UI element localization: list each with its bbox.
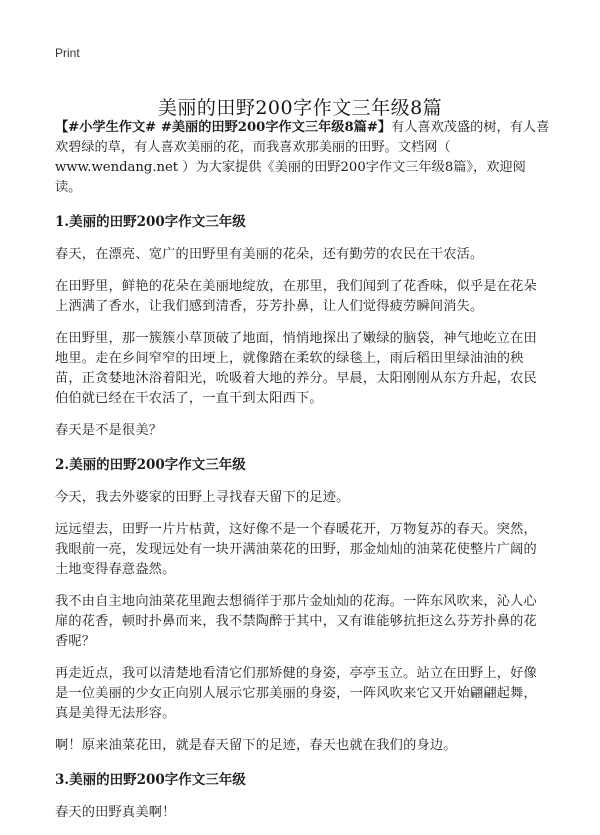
print-label: Print: [55, 46, 80, 60]
section-1: [55, 212, 550, 441]
paragraph: 春天，在漂亮、宽广的田野里有美丽的花朵，还有勤劳的农民在干农活。: [55, 247, 484, 262]
paragraph: 春天的田野真美啊！: [55, 805, 176, 820]
section-3: [55, 770, 550, 823]
page-title: 美丽的田野200字作文三年级8篇: [157, 96, 443, 119]
section-heading: 1.美丽的田野200字作文三年级: [55, 214, 246, 230]
paragraph: 远远望去，田野一片片枯黄，这好像不是一个春暖花开，万物复苏的春天。突然，我眼前一亮，发现远处有一块开满油菜花的田野，那金灿灿的油菜花使整片广阔的土地变得春意盎然。: [55, 522, 537, 577]
intro-tags: 【#小学生作文# #美丽的田野200字作文三年级8篇#】: [55, 120, 392, 135]
intro-paragraph: [55, 118, 550, 198]
paragraph: 在田野里，鲜艳的花朵在美丽地绽放，在那里，我们闻到了花香味，似乎是在花朵上洒满了香水，让我们感到清香，芬芳扑鼻，让人们觉得疲劳瞬间消失。: [55, 279, 537, 314]
paragraph: 今天，我去外婆家的田野上寻找春天留下的足迹。: [55, 490, 350, 505]
article-body: [55, 118, 550, 835]
section-heading: 2.美丽的田野200字作文三年级: [55, 457, 246, 473]
paragraph: 我不由自主地向油菜花里跑去想徜徉于那片金灿灿的花海。一阵东风吹来，沁人心扉的花香，顿时扑鼻而来，我不禁陶醉于其中，又有谁能够抗拒这么芬芳扑鼻的花香呢？: [55, 594, 537, 649]
paragraph: 春天是不是很美？: [55, 423, 163, 438]
paragraph: 啊！原来油菜花田，就是春天留下的足迹，春天也就在我们的身边。: [55, 738, 457, 753]
section-heading: 3.美丽的田野200字作文三年级: [55, 772, 246, 788]
section-2: [55, 455, 550, 756]
intro-text: 有人喜欢茂盛的树，有人喜欢碧绿的草，有人喜欢美丽的花，而我喜欢那美丽的田野。文档网（ www.wendang.net ）为大家提供《美丽的田野200字作文三年级8篇》，欢迎阅读。: [55, 120, 550, 195]
paragraph: 在田野里，那一簇簇小草顶破了地面，悄悄地探出了嫩绿的脑袋，神气地屹立在田地里。走在乡间窄窄的田埂上，就像踏在柔软的绿毯上，雨后稻田里绿油油的秧苗，正贪婪地沐浴着阳光，吮吸着大地的养分。早晨，太阳刚刚从东方升起，农民伯伯就已经在干农活了，一直干到太阳西下。: [55, 331, 537, 406]
paragraph: 再走近点，我可以清楚地看清它们那矫健的身姿，亭亭玉立。站立在田野上，好像是一位美丽的少女正向别人展示它那美丽的身姿，一阵风吹来它又开始翩翩起舞，真是美得无法形容。: [55, 666, 537, 721]
